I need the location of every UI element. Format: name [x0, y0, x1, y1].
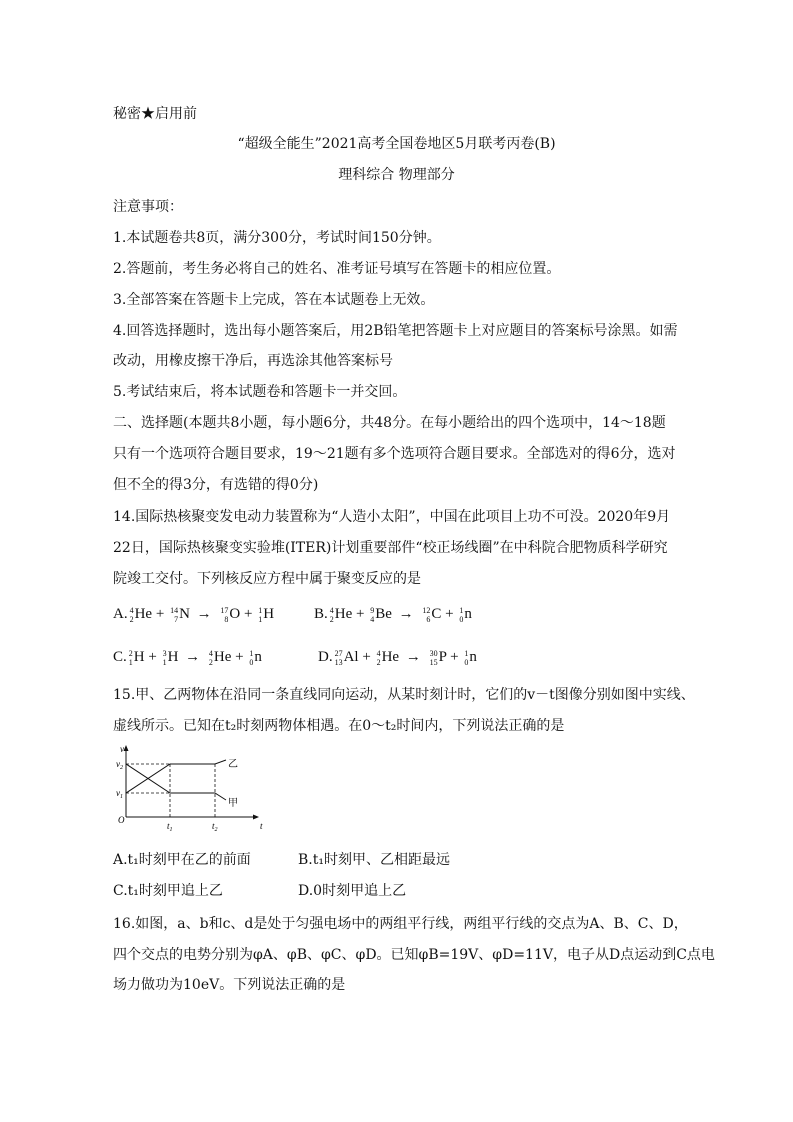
exam-title: “超级全能生”2021高考全国卷地区5月联考丙卷(B) [237, 136, 556, 152]
arrow-icon: → [398, 606, 414, 622]
q14-stem-line: 22日，国际热核聚变实验堆(ITER)计划重要部件“校正场线圈”在中科院合肥物质科学研究 [113, 540, 668, 556]
option-letter: C. [113, 649, 127, 665]
nuclide-he: 4 2 [129, 605, 134, 624]
plus-sign: + [362, 649, 371, 665]
svg-text:乙: 乙 [228, 759, 238, 770]
plus-sign: + [155, 606, 165, 622]
q15-option-a[interactable]: A.t₁时刻甲在乙的前面 [113, 852, 251, 868]
q14-option-a[interactable]: A. 4 2 He + 14 7 N → 17 8 O + 1 1 H [113, 605, 275, 624]
section-line: 但不全的得3分，有选错的得0分) [113, 477, 319, 493]
svg-text:v: v [120, 744, 124, 754]
nuclide-he: 4 2 [376, 648, 381, 667]
plus-sign: + [235, 649, 244, 665]
note-item: 5.考试结束后，将本试题卷和答题卡一并交回。 [113, 384, 407, 400]
option-letter: B. [314, 606, 328, 622]
nuclide-h: 1 1 [258, 605, 263, 624]
nuclide-al: 27 13 [334, 648, 343, 667]
nuclide-n: 14 7 [170, 605, 179, 624]
nuclide-p: 30 15 [429, 648, 438, 667]
nuclide-o: 17 8 [220, 605, 229, 624]
q14-option-b[interactable]: B. 4 2 He + 9 4 Be → 12 6 C + 1 0 n [314, 605, 472, 624]
plus-sign: + [148, 649, 157, 665]
section-line: 只有一个选项符合题目要求，19～21题有多个选项符合题目要求。全部选对的得6分，选对 [113, 446, 676, 462]
arrow-icon: → [196, 606, 212, 622]
note-item: 2.答题前，考生务必将自己的姓名、准考证号填写在答题卡的相应位置。 [113, 261, 561, 277]
arrow-icon: → [185, 649, 201, 665]
note-item: 4.回答选择题时，选出每小题答案后，用2B铅笔把答题卡上对应题目的答案标号涂黑。如需 [113, 323, 678, 339]
svg-text:t1: $t_1$ [167, 821, 173, 833]
nuclide-c: 12 6 [422, 605, 431, 624]
q14-stem-line: 14.国际热核聚变发电动力装置称为“人造小太阳”，中国在此项目上功不可没。2020年9月 [113, 509, 671, 525]
q15-stem-line: 15.甲、乙两物体在沿同一条直线同向运动，从某时刻计时，它们的v－t图像分别如图中实线、 [113, 687, 695, 703]
q14-stem-line: 院竣工交付。下列核反应方程中属于聚变反应的是 [113, 571, 421, 587]
jia-curve [126, 764, 226, 800]
note-item: 1.本试题卷共8页，满分300分，考试时间150分钟。 [113, 230, 441, 246]
svg-text:O: O [118, 815, 125, 825]
plus-sign: + [445, 606, 454, 622]
q15-stem-line: 虚线所示。已知在t₂时刻两物体相遇。在0～t₂时间内，下列说法正确的是 [113, 718, 565, 734]
nuclide-h2: 2 1 [128, 648, 133, 667]
svg-text:v2: $v_2$ [116, 759, 123, 771]
option-letter: D. [318, 649, 333, 665]
svg-text:t2: $t_2$ [212, 821, 218, 833]
q15-option-b[interactable]: B.t₁时刻甲、乙相距最远 [298, 852, 450, 868]
nuclide-neutron: 1 0 [459, 605, 464, 624]
nuclide-he: 4 2 [208, 648, 213, 667]
section-line: 二、选择题(本题共8小题，每小题6分，共48分。在每小题给出的四个选项中，14～18题 [113, 415, 666, 431]
nuclide-neutron: 1 0 [464, 648, 469, 667]
svg-text:t: t [260, 821, 263, 831]
q16-stem-line: 16.如图，a、b和c、d是处于匀强电场中的两组平行线，两组平行线的交点为A、B、C、D， [113, 916, 688, 932]
nuclide-be: 9 4 [370, 605, 375, 624]
q16-stem-line: 场力做功为10eV。下列说法正确的是 [113, 977, 346, 993]
yi-curve [126, 760, 226, 793]
vt-graph [110, 743, 270, 838]
exam-subtitle: 理科综合 物理部分 [338, 167, 455, 183]
nuclide-h3: 3 1 [162, 648, 167, 667]
notes-heading: 注意事项： [113, 199, 183, 215]
note-item: 3.全部答案在答题卡上完成，答在本试题卷上无效。 [113, 292, 435, 308]
q15-option-d[interactable]: D.0时刻甲追上乙 [298, 883, 407, 899]
svg-text:v1: $v_1$ [116, 788, 123, 800]
nuclide-neutron: 1 0 [249, 648, 254, 667]
q14-option-c[interactable]: C. 2 1 H + 3 1 H → 4 2 He + 1 0 n [113, 648, 262, 667]
q15-option-c[interactable]: C.t₁时刻甲追上乙 [113, 883, 223, 899]
q14-option-d[interactable]: D. 27 13 Al + 4 2 He → 30 15 P + 1 0 n [318, 648, 477, 667]
plus-sign: + [244, 606, 253, 622]
plus-sign: + [450, 649, 459, 665]
plus-sign: + [356, 606, 365, 622]
option-letter: A. [113, 606, 128, 622]
note-item: 改动，用橡皮擦干净后，再选涂其他答案标号 [113, 353, 393, 369]
q16-stem-line: 四个交点的电势分别为φA、φB、φC、φD。已知φB=19V、φD=11V，电子从D点运动到C点电 [113, 947, 715, 963]
nuclide-he: 4 2 [329, 605, 334, 624]
arrow-icon: → [405, 649, 421, 665]
svg-text:甲: 甲 [228, 798, 238, 809]
secret-label: 秘密★启用前 [113, 106, 197, 122]
